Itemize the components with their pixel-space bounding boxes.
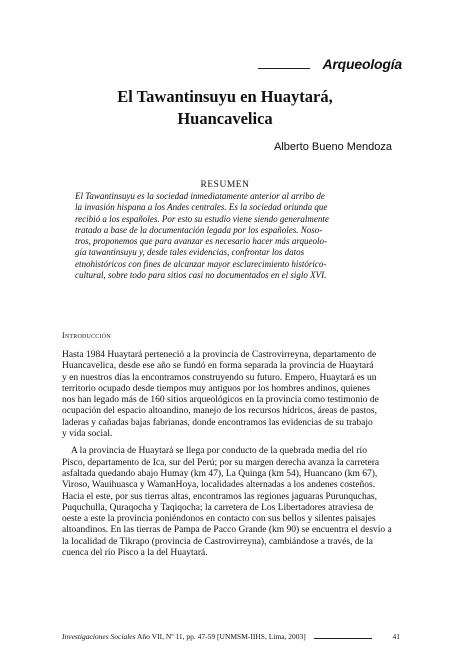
abstract-line: la invasión hispana a los Andes centrales. Es la sociedad oriunda que (75, 202, 328, 213)
body-line: laderas y cañadas bajas fabrianas, donde encontramos las evidencias de su trabajo (62, 417, 373, 428)
body-line: Hacia el este, por sus tierras altas, encontramos las regiones jaguaras Purunquchas, (62, 491, 377, 502)
body-line: Hasta 1984 Huaytará perteneció a la provincia de Castrovirreyna, departamento de (62, 350, 377, 360)
abstract-line: tros, proponemos que para avanzar es necesario hacer más arqueolo- (75, 236, 327, 247)
abstract-line: gía tawantinsuyu y, desde tales evidencias, confrontar los datos (75, 247, 305, 258)
section-label: Arqueología (322, 56, 402, 72)
abstract-line: cultural, sobre todo para sitios casi no documentados en el siglo XVI. (75, 270, 327, 281)
page-number: 41 (392, 632, 400, 641)
running-header (60, 58, 402, 74)
body-line: A la provincia de Huaytará se llega por conducto de la quebrada media del río (62, 446, 367, 457)
paragraph-2 (62, 446, 392, 559)
body-line: la localidad de Tikrapo (provincia de Castrovirreyna), cambiándose a través, de la (62, 536, 374, 547)
section-heading: Introducción (62, 331, 111, 340)
body-line: Viroso, Wauihuasca y WamanHoya, localidades alternadas a los andenes costeños. (62, 480, 376, 491)
body-line: territorio ocupado desde tiempos muy antiguos por los hombres andinos, quienes (62, 383, 370, 394)
body-line: Puquchulla, Quraqocha y Taqiqocha; la carretera de Los Libertadores atraviesa de (62, 502, 374, 513)
abstract-line: etnohistóricos con fines de alcanzar mayor esclarecimiento histórico- (75, 258, 327, 269)
body-line: y vida social. (62, 429, 113, 440)
abstract-heading: RESUMEN (200, 180, 250, 190)
abstract-line: El Tawantinsuyu es la sociedad inmediatamente anterior al arribo de (75, 191, 325, 201)
footer-rule (314, 638, 372, 639)
body-line: Huancavelica, desde ese año se fundó en forma separada la provincia de Huaytará (62, 361, 374, 372)
body-line: ocupación del espacio altoandino, manejo de los recursos hídricos, áreas de pastos, (62, 406, 377, 417)
abstract-line: tratado a base de la documentación legada por los españoles. Noso- (75, 224, 323, 235)
body-line: nos han legado más de 160 sitios arqueológicos en la provincia como testimonio de (62, 395, 379, 406)
body-line: cuenca del río Pisco a la del Huaytará. (62, 548, 208, 559)
body-line: altoandinos. En las tierras de Pampa de Pacco Grande (km 90) se encuentra el desvío a (62, 525, 392, 536)
footer-details: Año VII, Nº 11, pp. 47-59 [UNMSM-IIHS, Lima, 2003] (137, 632, 306, 641)
body-text (62, 350, 392, 559)
footer-journal: Investigaciones Sociales (62, 632, 136, 641)
page-footer (62, 632, 400, 641)
body-line: y en nuestros días la encontramos construyendo su futuro. Empero, Huaytará es un (62, 372, 377, 383)
abstract-body (75, 191, 379, 281)
body-line: asfaltada quedando abajo Humay (km 47), La Quinga (km 54), Huancano (km 67), (62, 468, 378, 479)
title-line-2: Huancavelica (177, 109, 273, 128)
body-line: oeste a este la provincia poniéndonos en contacto con sus bellos y silentes paisajes (62, 514, 376, 525)
author-name: Alberto Bueno Mendoza (273, 141, 392, 153)
paragraph-1 (62, 350, 392, 440)
header-rule (258, 68, 310, 69)
abstract-line: recibió a los españoles. Por esto su estudio viene siendo generalmente (75, 213, 329, 224)
article-title (40, 86, 410, 130)
body-line: Pisco, departamento de Ica, sur del Perú; por su margen derecha avanza la carretera (62, 457, 380, 468)
title-line-1: El Tawantinsuyu en Huaytará, (117, 87, 333, 106)
